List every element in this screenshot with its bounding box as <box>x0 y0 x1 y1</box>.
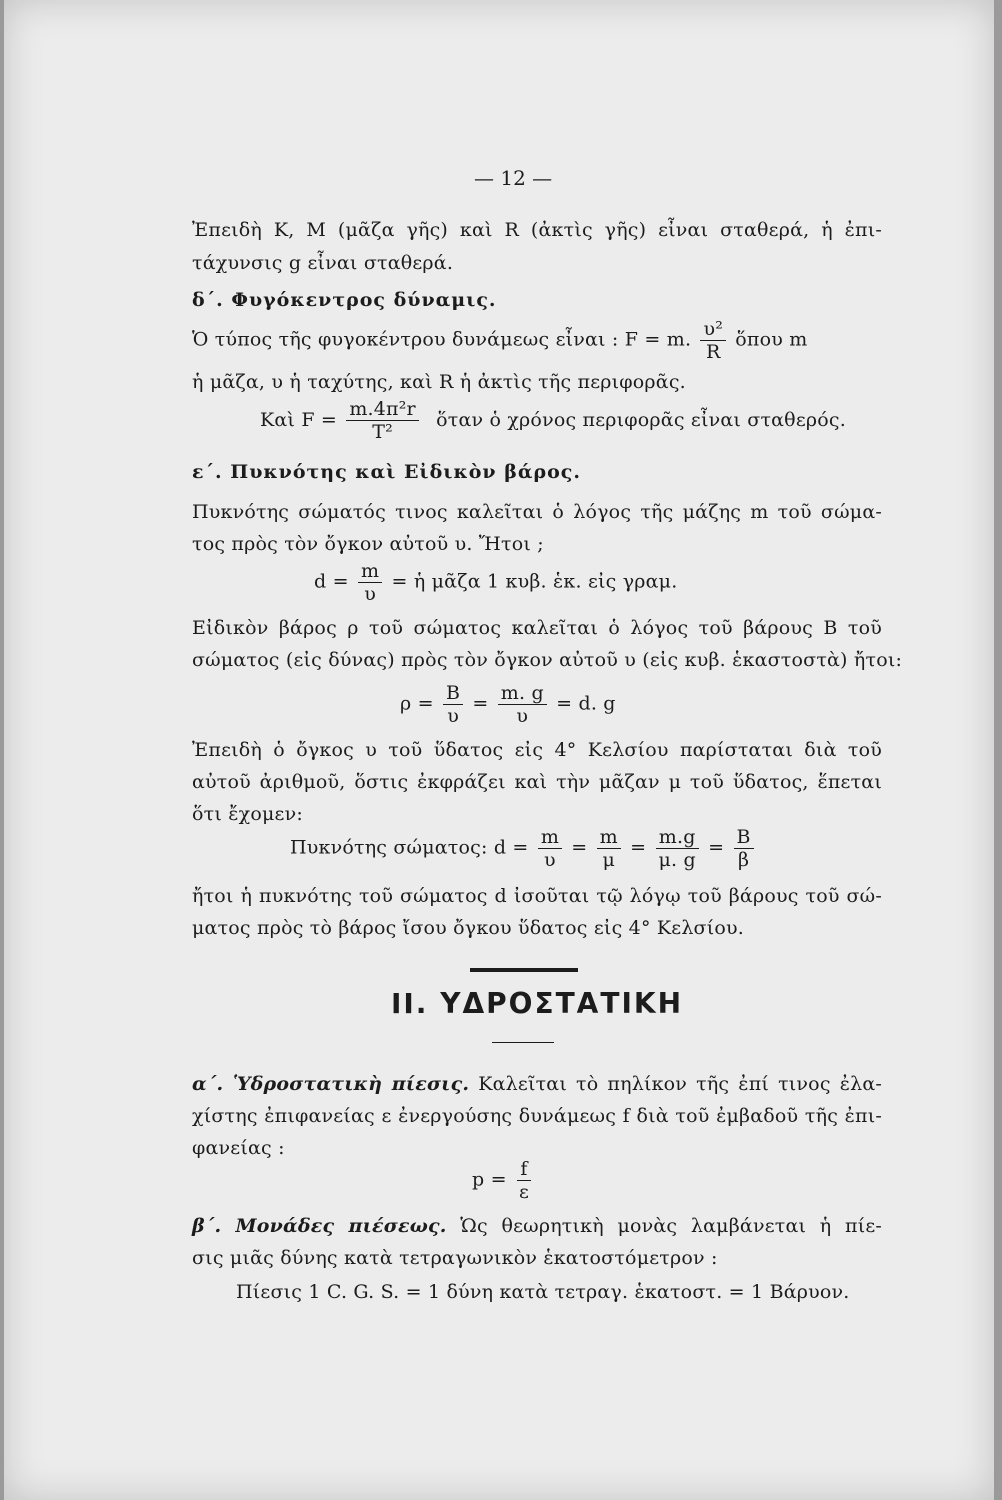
fraction-denominator: μ <box>602 849 616 871</box>
fraction-numerator: f <box>517 1158 530 1181</box>
fraction-denominator: μ. g <box>658 849 696 871</box>
text-line: Ἐπειδὴ Κ, Μ (μᾶζα γῆς) καὶ R (ἀκτὶς γῆς) εἶναι σταθερά, ἡ ἐπι- <box>192 219 882 241</box>
fraction <box>498 682 547 727</box>
fraction-numerator: m <box>358 560 382 583</box>
text-fragment: Καλεῖται τὸ πηλίκον τῆς ἐπί τινος ἐλα- <box>478 1073 883 1095</box>
fraction <box>346 398 419 443</box>
text-fragment: ὅταν ὁ χρόνος περιφορᾶς εἶναι σταθερός. <box>436 408 846 431</box>
fraction <box>597 826 621 871</box>
fraction-denominator: υ <box>364 583 376 605</box>
text-fragment: p = <box>472 1168 507 1191</box>
text-fragment: ὅπου m <box>735 328 808 351</box>
equation-density-ratio <box>290 826 757 871</box>
text-fragment: = d. g <box>556 692 616 715</box>
fraction <box>700 318 726 363</box>
fraction <box>656 826 699 871</box>
equation-pressure <box>472 1158 535 1203</box>
fraction-denominator: υ <box>447 705 459 727</box>
text-fragment: Καὶ F = <box>260 408 338 431</box>
equals-sign: = <box>630 836 647 859</box>
text-line: αὐτοῦ ἀριθμοῦ, ὅστις ἐκφράζει καὶ τὴν μᾶζαν μ τοῦ ὕδατος, ἕπεται <box>192 771 882 793</box>
section-divider <box>470 968 578 972</box>
fraction-numerator: Β <box>734 826 754 849</box>
heading-density: ε΄. Πυκνότης καὶ Εἰδικὸν βάρος. <box>192 461 581 483</box>
text-line <box>192 1210 882 1242</box>
fraction-denominator: υ <box>516 705 529 727</box>
fraction-denominator: T² <box>372 421 393 443</box>
text-fragment: = ἡ μᾶζα 1 κυβ. ἑκ. εἰς γραμ. <box>391 570 678 593</box>
equals-sign: = <box>571 836 588 859</box>
text-line: φανείας : <box>192 1137 285 1159</box>
fraction-numerator: Β <box>443 682 463 705</box>
fraction <box>734 826 754 871</box>
text-line: τος πρὸς τὸν ὄγκον αὐτοῦ υ. Ἤτοι ; <box>192 533 544 555</box>
text-line: σις μιᾶς δύνης κατὰ τετραγωνικὸν ἑκατοστόμετρον : <box>192 1247 718 1269</box>
section-title: II. ΥΔΡΟΣΤΑΤΙΚΗ <box>390 987 684 1020</box>
text-line: Πυκνότης σώματός τινος καλεῖται ὁ λόγος τῆς μάζης m τοῦ σώμα- <box>192 501 882 523</box>
text-fragment: d = <box>314 570 349 593</box>
equals-sign: = <box>472 692 489 715</box>
fraction <box>516 1158 532 1203</box>
subheading-pressure-units: β΄. Μονάδες πιέσεως. <box>192 1215 447 1237</box>
subheading-hydrostatic-pressure: α΄. Ὑδροστατικὴ πίεσις. <box>192 1073 470 1095</box>
equals-sign: = <box>708 836 725 859</box>
equation-specific-weight <box>400 682 616 727</box>
text-line: τάχυνσις g εἶναι σταθερά. <box>192 252 454 274</box>
text-fragment: ρ = <box>400 692 434 715</box>
text-line: Εἰδικὸν βάρος ρ τοῦ σώματος καλεῖται ὁ λόγος τοῦ βάρους Β τοῦ <box>192 617 882 639</box>
fraction-numerator: υ² <box>700 318 726 341</box>
fraction-numerator: m <box>597 826 621 849</box>
formula-line-period <box>192 398 846 443</box>
fraction-numerator: m.g <box>656 826 699 849</box>
text-line <box>192 1068 882 1100</box>
fraction-numerator: m.4π²r <box>346 398 419 421</box>
heading-centrifugal-force: δ΄. Φυγόκεντρος δύναμις. <box>192 289 497 311</box>
text-line: ἡ μᾶζα, υ ἡ ταχύτης, καὶ R ἡ ἀκτὶς τῆς περιφορᾶς. <box>192 371 686 393</box>
formula-line-centrifugal <box>192 318 882 363</box>
fraction-denominator: υ <box>544 849 556 871</box>
fraction <box>358 560 382 605</box>
fraction-denominator: R <box>706 341 721 363</box>
text-line: ἤτοι ἡ πυκνότης τοῦ σώματος d ἰσοῦται τῷ λόγῳ τοῦ βάρους τοῦ σώ- <box>192 885 882 907</box>
fraction <box>538 826 562 871</box>
text-line: Ἐπειδὴ ὁ ὄγκος υ τοῦ ὕδατος εἰς 4° Κελσίου παρίσταται διὰ τοῦ <box>192 739 882 761</box>
fraction <box>443 682 463 727</box>
text-line: ὅτι ἔχομεν: <box>192 803 303 825</box>
book-page <box>4 0 994 1500</box>
text-fragment: Ὡς θεωρητικὴ μονὰς λαμβάνεται ἡ πίε- <box>460 1215 883 1237</box>
text-line: σώματος (εἰς δύνας) πρὸς τὸν ὄγκον αὐτοῦ υ (εἰς κυβ. ἑκαστοστὰ) ἤτοι: <box>192 649 903 671</box>
text-line: χίστης ἐπιφανείας ε ἐνεργούσης δυνάμεως f διὰ τοῦ ἐμβαδοῦ τῆς ἐπι- <box>192 1105 882 1127</box>
text-line: Πίεσις 1 C. G. S. = 1 δύνη κατὰ τετραγ. ἑκατοστ. = 1 Βάρυον. <box>236 1281 850 1303</box>
text-line: ματος πρὸς τὸ βάρος ἴσου ὄγκου ὕδατος εἰς 4° Κελσίου. <box>192 917 745 939</box>
fraction-numerator: m. g <box>498 682 547 705</box>
page-number: — 12 — <box>474 166 553 190</box>
fraction-denominator: β <box>738 849 750 871</box>
fraction-denominator: ε <box>518 1181 530 1203</box>
text-fragment: Ὁ τύπος τῆς φυγοκέντρου δυνάμεως εἶναι : F = m. <box>192 328 692 351</box>
equation-density <box>314 560 677 605</box>
fraction-numerator: m <box>538 826 562 849</box>
text-fragment: Πυκνότης σώματος: d = <box>290 836 529 859</box>
title-underline <box>492 1042 554 1043</box>
